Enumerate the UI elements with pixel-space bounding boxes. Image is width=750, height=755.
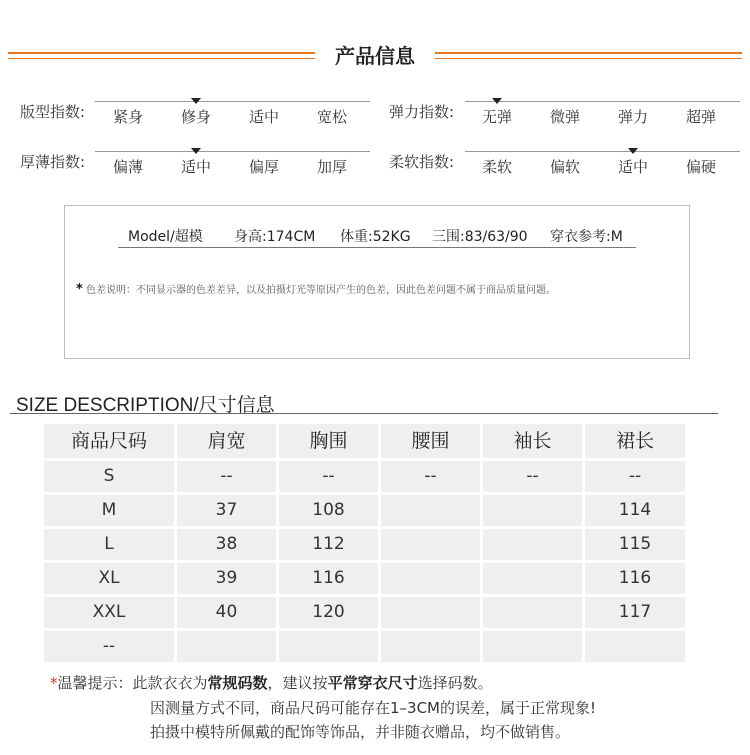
table-cell: 116 <box>585 563 685 594</box>
index-label: 厚薄指数: <box>20 153 86 171</box>
color-note <box>76 281 556 297</box>
note-star: * <box>76 282 83 297</box>
index-scale-line <box>465 101 740 102</box>
index-option: 柔软 <box>481 158 512 176</box>
index-label: 版型指数: <box>20 103 86 121</box>
table-cell <box>381 631 480 662</box>
table-cell <box>483 529 582 560</box>
table-cell: 116 <box>279 563 378 594</box>
model-height: 身高:174CM <box>234 229 316 245</box>
index-label: 弹力指数: <box>389 103 455 121</box>
table-header-cell: 肩宽 <box>177 424 276 458</box>
table-cell <box>483 495 582 526</box>
table-header-cell: 腰围 <box>381 424 480 458</box>
table-header-cell: 裙长 <box>585 424 685 458</box>
note-text: 色差说明：不同显示器的色差差异，以及拍摄灯光等原因产生的色差，因此色差问题不属于商品质量问题。 <box>86 285 556 296</box>
model-size-ref: 穿衣参考:M <box>550 229 623 245</box>
index-option: 适中 <box>248 108 279 126</box>
table-cell: XL <box>44 563 174 594</box>
tip-bold-b: 平常穿衣尺寸 <box>327 674 418 692</box>
table-cell: 120 <box>279 597 378 628</box>
size-heading-line <box>10 413 718 414</box>
table-cell: 37 <box>177 495 276 526</box>
table-cell: 115 <box>585 529 685 560</box>
table-cell: XXL <box>44 597 174 628</box>
table-cell <box>483 563 582 594</box>
tip-text-e: 选择码数。 <box>417 674 493 692</box>
table-cell <box>177 631 276 662</box>
model-measurements: 三围:83/63/90 <box>432 229 528 245</box>
index-scale-line <box>95 101 370 102</box>
tip-label: 温馨提示： <box>57 674 133 692</box>
table-cell: 112 <box>279 529 378 560</box>
table-cell <box>381 529 480 560</box>
tip-star: * <box>50 674 58 692</box>
index-option: 宽松 <box>316 108 347 126</box>
table-cell: -- <box>177 461 276 492</box>
tip-text-c: ，建议按 <box>267 674 328 692</box>
index-option: 适中 <box>180 158 211 176</box>
model-weight: 体重:52KG <box>340 229 411 245</box>
table-cell <box>585 631 685 662</box>
index-option: 无弹 <box>481 108 512 126</box>
table-cell <box>483 631 582 662</box>
table-cell: 108 <box>279 495 378 526</box>
table-cell <box>381 597 480 628</box>
index-option: 紧身 <box>112 108 143 126</box>
index-option: 弹力 <box>617 108 648 126</box>
table-cell: 39 <box>177 563 276 594</box>
model-underline <box>118 247 636 248</box>
table-cell: 117 <box>585 597 685 628</box>
selected-marker-icon <box>191 148 201 154</box>
index-option: 适中 <box>617 158 648 176</box>
table-cell: 40 <box>177 597 276 628</box>
table-cell: 38 <box>177 529 276 560</box>
table-cell: -- <box>44 631 174 662</box>
table-cell: S <box>44 461 174 492</box>
table-cell: L <box>44 529 174 560</box>
table-cell: -- <box>585 461 685 492</box>
index-scale-line <box>95 151 370 152</box>
index-scale-line <box>465 151 740 152</box>
index-option: 微弹 <box>549 108 580 126</box>
table-header-cell: 胸围 <box>279 424 378 458</box>
selected-marker-icon <box>492 98 502 104</box>
table-header-cell: 袖长 <box>483 424 582 458</box>
table-cell <box>279 631 378 662</box>
table-cell <box>381 563 480 594</box>
page-title: 产品信息 <box>335 44 415 68</box>
table-cell <box>381 495 480 526</box>
index-option: 偏硬 <box>685 158 716 176</box>
selected-marker-icon <box>191 98 201 104</box>
index-option: 超弹 <box>685 108 716 126</box>
index-option: 偏软 <box>549 158 580 176</box>
table-cell: -- <box>483 461 582 492</box>
index-option: 偏厚 <box>248 158 279 176</box>
index-option: 加厚 <box>316 158 347 176</box>
table-cell: M <box>44 495 174 526</box>
tip-line-3: 拍摄中模特所佩戴的配饰等饰品，并非随衣赠品，均不做销售。 <box>150 723 571 741</box>
tip-text-a: 此款衣衣为 <box>132 674 208 692</box>
selected-marker-icon <box>628 148 638 154</box>
table-cell <box>483 597 582 628</box>
index-label: 柔软指数: <box>389 153 455 171</box>
table-cell: -- <box>381 461 480 492</box>
index-option: 修身 <box>180 108 211 126</box>
table-header-cell: 商品尺码 <box>44 424 174 458</box>
model-name: Model/超模 <box>128 229 203 245</box>
tip-line-2: 因测量方式不同，商品尺码可能存在1–3CM的误差，属于正常现象! <box>150 699 597 717</box>
tip-bold-a: 常规码数 <box>207 674 268 692</box>
index-option: 偏薄 <box>112 158 143 176</box>
table-cell: 114 <box>585 495 685 526</box>
tip-line-1 <box>50 672 493 693</box>
header-line-right-top <box>435 52 742 54</box>
table-cell: -- <box>279 461 378 492</box>
size-heading: SIZE DESCRIPTION/尺寸信息 <box>16 395 275 416</box>
header-line-right-bottom <box>435 58 742 59</box>
